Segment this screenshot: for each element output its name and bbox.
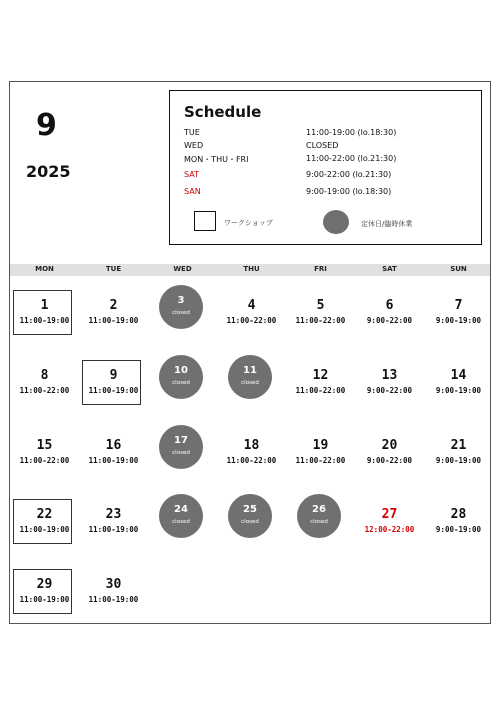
day-hours: 11:00-19:00 (19, 525, 70, 534)
closed-day-circle (297, 494, 341, 538)
calendar-day (424, 290, 493, 360)
calendar-day (148, 430, 217, 500)
schedule-day: WED (184, 141, 204, 150)
day-hours: 9:00-19:00 (435, 525, 482, 534)
day-number: 15 (36, 438, 53, 453)
schedule-day: SAT (184, 170, 199, 179)
closed-day-circle (228, 355, 272, 399)
day-hours: 11:00-22:00 (19, 386, 70, 395)
calendar-day (355, 290, 424, 360)
calendar-day (217, 360, 286, 430)
day-number: 27 (381, 507, 398, 522)
schedule-hours: 9:00-19:00 (lo.18:30) (306, 187, 392, 196)
day-number: 18 (243, 438, 260, 453)
day-hours: 11:00-19:00 (88, 386, 139, 395)
calendar-day (424, 360, 493, 430)
calendar-day (10, 430, 79, 500)
day-number: 2 (109, 298, 118, 313)
day-number: 6 (385, 298, 394, 313)
day-hours: 9:00-19:00 (435, 316, 482, 325)
day-number: 8 (40, 368, 49, 383)
day-hours: 9:00-22:00 (366, 316, 413, 325)
day-number: 26 (312, 504, 326, 515)
weekday-label: THU (243, 265, 260, 273)
day-number: 7 (454, 298, 463, 313)
day-hours: 11:00-19:00 (19, 316, 70, 325)
day-number: 12 (312, 368, 329, 383)
year-label: 2025 (26, 162, 71, 181)
day-number: 9 (109, 368, 118, 383)
day-hours: 11:00-22:00 (19, 456, 70, 465)
day-number: 25 (243, 504, 257, 515)
day-hours: 9:00-19:00 (435, 386, 482, 395)
day-hours: 11:00-19:00 (88, 456, 139, 465)
calendar-day (286, 290, 355, 360)
closed-day-circle (159, 285, 203, 329)
day-hours: 9:00-19:00 (435, 456, 482, 465)
calendar-day (286, 499, 355, 569)
closed-label: closed (172, 450, 190, 456)
closed-label: closed (172, 519, 190, 525)
closed-day-circle (159, 494, 203, 538)
calendar-day (79, 430, 148, 500)
weekday-label: WED (173, 265, 192, 273)
day-number: 4 (247, 298, 256, 313)
closed-label: closed (172, 310, 190, 316)
weekday-label: SAT (382, 265, 397, 273)
calendar-day (286, 360, 355, 430)
closed-day-circle (159, 425, 203, 469)
calendar-day (148, 499, 217, 569)
day-hours: 11:00-22:00 (226, 456, 277, 465)
day-hours: 11:00-19:00 (19, 595, 70, 604)
day-number: 23 (105, 507, 122, 522)
day-hours: 11:00-19:00 (88, 525, 139, 534)
schedule-title: Schedule (184, 103, 262, 121)
schedule-hours: CLOSED (306, 141, 339, 150)
schedule-box (169, 90, 482, 245)
calendar-day (286, 430, 355, 500)
closed-day-circle (228, 494, 272, 538)
weekday-label: TUE (105, 265, 122, 273)
day-number: 1 (40, 298, 49, 313)
weekday-label: FRI (314, 265, 327, 273)
day-number: 3 (177, 295, 185, 306)
day-number: 20 (381, 438, 398, 453)
day-hours: 11:00-19:00 (88, 316, 139, 325)
day-number: 14 (450, 368, 467, 383)
calendar-day (10, 499, 79, 569)
closed-legend-circle-icon (323, 210, 349, 234)
weekday-label: MON (35, 265, 54, 273)
day-number: 22 (36, 507, 53, 522)
day-number: 16 (105, 438, 122, 453)
calendar-day (217, 290, 286, 360)
schedule-hours: 9:00-22:00 (lo.21:30) (306, 170, 392, 179)
day-hours: 11:00-19:00 (88, 595, 139, 604)
day-hours: 12:00-22:00 (364, 525, 415, 534)
day-hours: 11:00-22:00 (295, 316, 346, 325)
calendar-day (355, 499, 424, 569)
day-number: 13 (381, 368, 398, 383)
closed-label: closed (241, 519, 259, 525)
day-number: 30 (105, 577, 122, 592)
day-number: 28 (450, 507, 467, 522)
workshop-legend-label: ワークショップ (224, 219, 273, 227)
day-hours: 11:00-22:00 (295, 456, 346, 465)
month-number: 9 (36, 108, 57, 143)
day-hours: 11:00-22:00 (226, 316, 277, 325)
calendar-day (79, 499, 148, 569)
closed-label: closed (310, 519, 328, 525)
calendar-day (10, 569, 79, 639)
calendar-day (424, 499, 493, 569)
closed-label: closed (172, 380, 190, 386)
day-number: 11 (243, 365, 257, 376)
calendar-day (355, 430, 424, 500)
closed-legend-label: 定休日/臨時休業 (361, 220, 413, 228)
day-hours: 9:00-22:00 (366, 456, 413, 465)
calendar-day (355, 360, 424, 430)
day-number: 5 (316, 298, 325, 313)
schedule-day: SAN (184, 187, 201, 196)
day-number: 29 (36, 577, 53, 592)
calendar-day (79, 290, 148, 360)
day-number: 24 (174, 504, 188, 515)
day-hours: 9:00-22:00 (366, 386, 413, 395)
day-number: 21 (450, 438, 467, 453)
calendar-day (217, 499, 286, 569)
calendar-day (217, 430, 286, 500)
closed-day-circle (159, 355, 203, 399)
day-number: 19 (312, 438, 329, 453)
calendar-day (10, 290, 79, 360)
calendar-day (10, 360, 79, 430)
day-number: 10 (174, 365, 188, 376)
schedule-day: MON・THU・FRI (184, 155, 249, 164)
workshop-legend-square-icon (194, 211, 216, 231)
schedule-hours: 11:00-22:00 (lo.21:30) (306, 154, 397, 163)
calendar-day (148, 290, 217, 360)
schedule-day: TUE (184, 128, 200, 137)
closed-label: closed (241, 380, 259, 386)
calendar-day (79, 360, 148, 430)
schedule-hours: 11:00-19:00 (lo.18:30) (306, 128, 397, 137)
calendar-day (424, 430, 493, 500)
day-hours: 11:00-22:00 (295, 386, 346, 395)
calendar-day (148, 360, 217, 430)
day-number: 17 (174, 435, 188, 446)
calendar-day (79, 569, 148, 639)
weekday-label: SUN (450, 265, 467, 273)
